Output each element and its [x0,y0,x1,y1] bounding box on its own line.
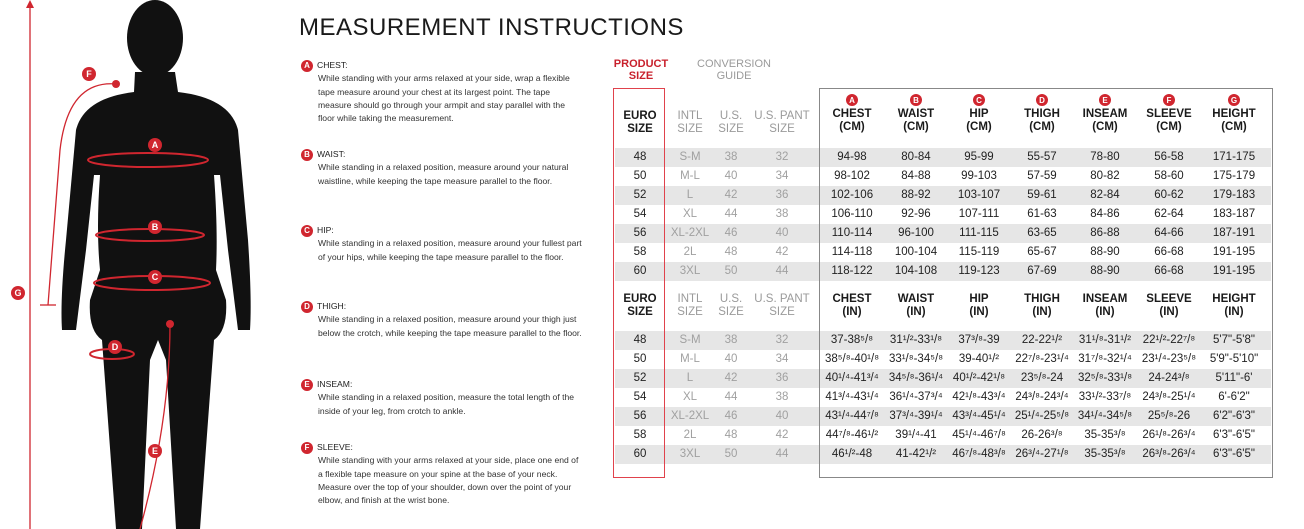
in-us-size-header: U.S. SIZE [718,293,744,318]
cm-sleeve-header: F SLEEVE (CM) [1146,95,1192,133]
in-us-pant-size-header: U.S. PANT SIZE [754,293,810,318]
table-cell: 191-195 [1212,265,1256,277]
table-cell: 63-65 [1027,227,1057,239]
cm-waist-header: B WAIST (CM) [897,95,935,133]
table-cell: 6'3"-6'5" [1213,448,1255,460]
table-cell: 40¹/⁴-41³/⁴ [825,372,879,384]
instruction-text: While standing in a relaxed position, measure around your fullest part of your hips, while keeping the tape measure parallel to the floor. [318,238,582,262]
table-cell: 45¹/⁴-46⁷/⁸ [952,429,1006,441]
table-cell: 99-103 [961,170,997,182]
table-cell: 60-62 [1154,189,1184,201]
figure-label-b: B [151,222,159,232]
table-cell: 54 [633,208,647,220]
table-cell: 57-59 [1027,170,1057,182]
table-cell: 88-90 [1090,265,1120,277]
table-cell: 107-111 [958,208,1000,220]
badge-c: C [973,94,985,106]
cm-thigh-header: D THIGH (CM) [1024,95,1060,133]
table-cell: 60 [633,265,647,277]
table-cell: 34⁵/⁸-36¹/⁴ [888,372,944,384]
table-cell: 36¹/⁴-37³/⁴ [889,391,943,403]
table-cell: 54 [633,391,647,403]
table-cell: 6'3"-6'5" [1213,429,1255,441]
badge-b: B [910,94,922,106]
table-cell: 88-92 [901,189,931,201]
table-cell: 50 [633,170,647,182]
table-cell: 43³/⁴-45¹/⁴ [952,410,1006,422]
figure-label-c: C [151,272,159,282]
table-cell: 33¹/²-33⁷/⁸ [1078,391,1132,403]
badge-f: F [1163,94,1175,106]
instruction-text: While standing in a relaxed position, measure the total length of the inside of your leg, from crotch to ankle. [318,392,575,416]
table-cell: 31¹/²-33¹/⁸ [889,334,943,346]
table-cell: 23⁵/⁸-24 [1020,372,1064,384]
table-cell: 64-66 [1154,227,1184,239]
table-cell: 41³/⁴-43¹/⁴ [825,391,879,403]
table-cell: 25⁵/⁸-26 [1147,410,1191,422]
figure-label-e: E [151,446,159,456]
badge-d: D [301,301,313,313]
table-cell: 98-102 [834,170,870,182]
product-size-header: PRODUCT SIZE [613,58,669,82]
table-cell: 38 [775,391,789,403]
in-hip-header: HIP (IN) [969,293,989,318]
table-cell: S-M [679,151,701,163]
in-height-header: HEIGHT (IN) [1212,293,1256,318]
cm-us-pant-size-header: U.S. PANT SIZE [754,110,810,135]
table-cell: 88-90 [1090,246,1120,258]
badge-g: G [1228,94,1240,106]
table-cell: 58 [633,429,647,441]
table-cell: 38 [775,208,789,220]
instruction-inseam [301,378,583,418]
figure-label-g: G [14,288,22,298]
instruction-label: THIGH: [317,301,347,311]
badge-e: E [301,379,313,391]
table-cell: 31⁷/⁸-32¹/⁴ [1078,353,1132,365]
table-cell: 56 [633,227,647,239]
table-cell: 106-110 [831,208,873,220]
table-cell: 50 [724,265,738,277]
table-cell: 66-68 [1154,246,1184,258]
table-cell: 78-80 [1090,151,1120,163]
body-measurement-figure [0,0,280,529]
table-cell: 38 [724,334,738,346]
table-cell: 175-179 [1212,170,1256,182]
in-sleeve-header: SLEEVE (IN) [1146,293,1192,318]
table-cell: 38⁵/⁸-40¹/⁸ [824,353,880,365]
table-cell: 43¹/⁴-44⁷/⁸ [825,410,879,422]
figure-label-f: F [86,69,92,79]
table-cell: 32⁵/⁸-33¹/⁸ [1077,372,1133,384]
table-cell: 56-58 [1154,151,1184,163]
table-cell: 39-40¹/² [958,353,1000,365]
instruction-waist [301,148,583,188]
instruction-label: SLEEVE: [317,442,353,452]
table-cell: 42 [724,189,738,201]
table-cell: 22⁷/⁸-23¹/⁴ [1015,353,1069,365]
table-cell: 2L [683,246,697,258]
table-cell: 35-35³/⁸ [1084,429,1126,441]
conversion-guide-header: CONVERSION GUIDE [697,58,771,82]
table-cell: 118-122 [831,265,873,277]
instruction-label: WAIST: [317,149,346,159]
table-cell: 22-22¹/² [1021,334,1063,346]
table-cell: 48 [633,151,647,163]
table-cell: 42 [775,246,789,258]
cm-inseam-header: E INSEAM (CM) [1082,95,1128,133]
in-inseam-header: INSEAM (IN) [1082,293,1128,318]
table-cell: 5'7"-5'8" [1213,334,1255,346]
table-cell: 111-115 [959,227,999,239]
table-cell: 96-100 [898,227,934,239]
table-cell: 40 [724,353,738,365]
table-cell: 103-107 [957,189,1001,201]
instruction-text: While standing with your arms relaxed at your side, place one end of a flexible tape measure on your spine at the base of your neck. Measure over the top of your shoulder, down over the point of your elbow, and finish at the wrist bone. [318,455,579,506]
instruction-chest [301,59,583,125]
instruction-sleeve [301,441,583,507]
figure-label-a: A [151,140,159,150]
table-cell: 183-187 [1212,208,1256,220]
table-cell: 58 [633,246,647,258]
table-cell: XL [682,391,698,403]
figure-label-d: D [111,342,119,352]
table-cell: 44 [724,391,738,403]
table-cell: 55-57 [1027,151,1057,163]
instruction-text: While standing in a relaxed position, measure around your natural waistline, while keeping the tape measure parallel to the floor. [318,162,569,186]
table-cell: 3XL [679,448,701,460]
badge-e: E [1099,94,1111,106]
table-cell: 24³/⁸-25¹/⁴ [1142,391,1196,403]
table-cell: 2L [683,429,697,441]
table-cell: L [686,372,694,384]
table-cell: 100-104 [894,246,938,258]
measurements-box [819,88,1273,478]
table-cell: 6'-6'2" [1218,391,1250,403]
table-cell: 50 [633,353,647,365]
table-cell: 24³/⁸-24³/⁴ [1015,391,1069,403]
table-cell: 40 [775,227,789,239]
table-cell: 3XL [679,265,701,277]
in-intl-size-header: INTL SIZE [677,293,703,318]
table-cell: 33¹/⁸-34⁵/⁸ [888,353,944,365]
table-cell: 80-84 [901,151,931,163]
table-cell: 6'2"-6'3" [1213,410,1255,422]
table-cell: 52 [633,189,647,201]
table-cell: 25¹/⁴-25⁵/⁸ [1014,410,1070,422]
table-cell: 104-108 [894,265,938,277]
table-cell: 62-64 [1154,208,1184,220]
table-cell: 32 [775,334,789,346]
table-cell: S-M [679,334,701,346]
table-cell: 59-61 [1027,189,1057,201]
table-cell: 44⁷/⁸-46¹/² [825,429,879,441]
table-cell: 40¹/²-42¹/⁸ [952,372,1006,384]
table-cell: 102-106 [830,189,874,201]
table-cell: 37-38⁵/⁸ [830,334,874,346]
cm-intl-size-header: INTL SIZE [677,110,703,135]
page-title: MEASUREMENT INSTRUCTIONS [299,14,684,41]
table-cell: 82-84 [1090,189,1120,201]
table-cell: 48 [633,334,647,346]
table-cell: XL-2XL [670,410,710,422]
table-cell: 48 [724,429,738,441]
table-cell: 115-119 [958,246,1000,258]
table-cell: 26³/⁸-26³/⁴ [1142,448,1196,460]
table-cell: 34 [775,353,789,365]
table-cell: XL [682,208,698,220]
instruction-text: While standing in a relaxed position, measure around your thigh just below the crotch, while keeping the tape measure parallel to the floor. [318,314,582,338]
cm-chest-header: A CHEST (CM) [832,95,872,133]
table-cell: 114-118 [831,246,873,258]
table-cell: 34¹/⁴-34⁵/⁸ [1077,410,1133,422]
table-cell: 37³/⁸-39 [958,334,1000,346]
table-cell: 36 [775,372,789,384]
cm-hip-header: C HIP (CM) [966,95,992,133]
table-cell: 44 [724,208,738,220]
table-cell: 44 [775,448,789,460]
table-cell: 46 [724,410,738,422]
table-cell: 48 [724,246,738,258]
table-cell: 32 [775,151,789,163]
instruction-text: While standing with your arms relaxed at your side, wrap a flexible tape measure around your chest at its largest point. The tape measure should go through your armpit and stay parallel with the floor while taking the measurement. [318,73,570,124]
in-euro-size-header: EURO SIZE [623,293,657,318]
table-cell: 110-114 [831,227,873,239]
badge-c: C [301,225,313,237]
table-cell: 26-26³/⁸ [1021,429,1063,441]
table-cell: L [686,189,694,201]
instruction-label: HIP: [317,225,334,235]
table-cell: 42 [724,372,738,384]
badge-f: F [301,442,313,454]
table-cell: XL-2XL [670,227,710,239]
table-cell: 67-69 [1027,265,1057,277]
table-cell: 92-96 [901,208,931,220]
table-cell: 36 [775,189,789,201]
table-cell: 187-191 [1212,227,1256,239]
table-cell: 24-24³/⁸ [1148,372,1190,384]
table-cell: 46¹/²-48 [831,448,873,460]
table-cell: 171-175 [1212,151,1256,163]
table-cell: M-L [680,353,700,365]
in-waist-header: WAIST (IN) [897,293,935,318]
in-chest-header: CHEST (IN) [832,293,872,318]
table-cell: 84-88 [901,170,931,182]
table-cell: 119-123 [958,265,1000,277]
table-cell: 40 [775,410,789,422]
table-cell: 41-42¹/² [895,448,937,460]
table-cell: 22¹/²-22⁷/⁸ [1142,334,1196,346]
table-cell: 35-35³/⁸ [1084,448,1126,460]
instruction-thigh [301,300,583,340]
table-cell: 40 [724,170,738,182]
table-cell: 31¹/⁸-31¹/² [1078,334,1132,346]
table-cell: 61-63 [1027,208,1057,220]
table-cell: 179-183 [1212,189,1256,201]
table-cell: 66-68 [1154,265,1184,277]
table-cell: M-L [680,170,700,182]
table-cell: 95-99 [964,151,994,163]
table-cell: 26¹/⁸-26³/⁴ [1142,429,1196,441]
table-cell: 34 [775,170,789,182]
cm-us-size-header: U.S. SIZE [718,110,744,135]
cm-height-header: G HEIGHT (CM) [1212,95,1256,133]
table-cell: 191-195 [1212,246,1256,258]
table-cell: 46 [724,227,738,239]
table-cell: 60 [633,448,647,460]
table-cell: 80-82 [1090,170,1120,182]
table-cell: 5'11"-6' [1215,372,1253,384]
product-size-column-box [613,88,665,478]
in-thigh-header: THIGH (IN) [1024,293,1060,318]
badge-d: D [1036,94,1048,106]
table-cell: 46⁷/⁸-48³/⁸ [952,448,1006,460]
table-cell: 5'9"-5'10" [1209,353,1259,365]
table-cell: 50 [724,448,738,460]
table-cell: 42¹/⁸-43³/⁴ [952,391,1006,403]
table-cell: 94-98 [837,151,867,163]
table-cell: 38 [724,151,738,163]
cm-euro-size-header: EURO SIZE [623,110,657,135]
badge-a: A [301,60,313,72]
table-cell: 44 [775,265,789,277]
table-cell: 56 [633,410,647,422]
table-cell: 84-86 [1090,208,1120,220]
table-cell: 37³/⁴-39¹/⁴ [889,410,943,422]
instruction-hip [301,224,583,264]
instruction-label: INSEAM: [317,379,353,389]
table-cell: 52 [633,372,647,384]
table-cell: 65-67 [1027,246,1057,258]
instruction-label: CHEST: [317,60,348,70]
table-cell: 26³/⁴-27¹/⁸ [1015,448,1069,460]
table-cell: 58-60 [1154,170,1184,182]
badge-b: B [301,149,313,161]
table-cell: 23¹/⁴-23⁵/⁸ [1141,353,1197,365]
table-cell: 86-88 [1090,227,1120,239]
table-cell: 42 [775,429,789,441]
badge-a: A [846,94,858,106]
table-cell: 39¹/⁴-41 [895,429,937,441]
